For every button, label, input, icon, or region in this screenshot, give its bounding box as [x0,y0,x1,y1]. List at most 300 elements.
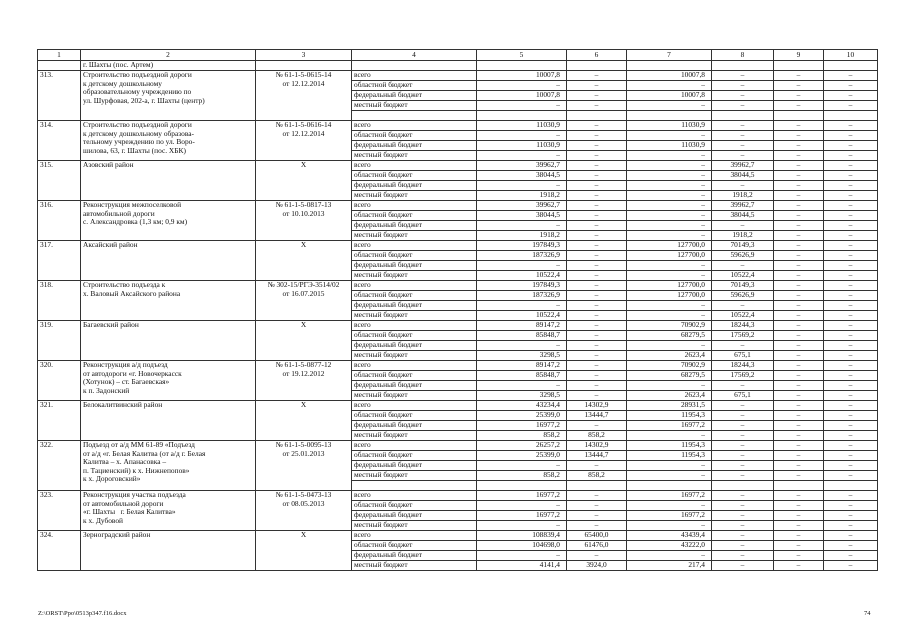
amount-cell [712,481,774,491]
amount-cell: – [712,411,774,421]
amount-cell: – [824,221,878,231]
amount-cell: – [774,101,824,111]
amount-cell: – [627,381,712,391]
amount-cell: – [567,191,627,201]
amount-cell: – [567,151,627,161]
amount-cell [824,481,878,491]
amount-cell: – [712,441,774,451]
column-number-header: 7 [627,50,712,61]
amount-cell: – [712,471,774,481]
budget-source-cell: местный бюджет [352,471,477,481]
amount-cell: 1918,2 [712,231,774,241]
amount-cell: – [824,251,878,261]
budget-source-cell: областной бюджет [352,371,477,381]
amount-cell: – [627,461,712,471]
amount-cell: – [712,491,774,501]
amount-cell: 675,1 [712,391,774,401]
amount-cell: – [774,161,824,171]
amount-cell: – [627,181,712,191]
amount-cell: – [824,181,878,191]
budget-source-cell: федеральный бюджет [352,141,477,151]
amount-cell: 13444,7 [567,451,627,461]
amount-cell: – [824,271,878,281]
amount-cell: 675,1 [712,351,774,361]
amount-cell: – [627,201,712,211]
table-row [38,281,878,291]
amount-cell: – [774,431,824,441]
column-number-header: 9 [774,50,824,61]
document-ref-cell: № 61-1-5-0615-14 от 12.12.2014 [256,71,352,121]
amount-cell: – [567,321,627,331]
budget-source-cell: местный бюджет [352,311,477,321]
amount-cell: 187326,9 [477,251,567,261]
amount-cell: – [824,71,878,81]
amount-cell: – [712,91,774,101]
amount-cell: – [567,521,627,531]
amount-cell: – [477,501,567,511]
amount-cell: 127700,0 [627,241,712,251]
amount-cell: – [567,201,627,211]
amount-cell: – [774,261,824,271]
object-name-cell: Реконструкция а/д подъезд от автодороги «г. Новочеркасск (Хотунок) – ст. Багаевская» к п. Задонский [81,361,256,401]
table-row [38,441,878,451]
amount-cell: 104698,0 [477,541,567,551]
amount-cell: – [774,441,824,451]
table-row [38,401,878,411]
amount-cell: 197849,3 [477,281,567,291]
amount-cell: – [774,551,824,561]
budget-source-cell: всего [352,321,477,331]
amount-cell: 16977,2 [477,421,567,431]
amount-cell: – [567,421,627,431]
amount-cell: – [824,491,878,501]
object-name-cell: Аксайский район [81,241,256,281]
amount-cell: 38044,5 [712,171,774,181]
amount-cell: – [774,231,824,241]
column-number-header: 2 [81,50,256,61]
amount-cell: 17569,2 [712,331,774,341]
amount-cell: – [774,171,824,181]
amount-cell: 11954,3 [627,441,712,451]
object-name-cell: Реконструкция межпоселковой автомобильной дороги с. Александровка (1,3 км; 0,9 км) [81,201,256,241]
amount-cell: 10522,4 [712,271,774,281]
amount-cell: – [824,441,878,451]
amount-cell: 70149,3 [712,241,774,251]
amount-cell: 43439,4 [627,531,712,541]
amount-cell: 68279,5 [627,331,712,341]
amount-cell: 38044,5 [712,211,774,221]
amount-cell: 39962,7 [477,161,567,171]
amount-cell: – [712,551,774,561]
row-number-cell: 320. [38,361,81,401]
amount-cell: – [774,151,824,161]
amount-cell: 10007,8 [477,91,567,101]
amount-cell: – [567,501,627,511]
amount-cell: 10007,8 [627,71,712,81]
column-number-header: 8 [712,50,774,61]
amount-cell: – [712,341,774,351]
amount-cell: – [712,181,774,191]
amount-cell: 16977,2 [477,491,567,501]
column-number-header: 1 [38,50,81,61]
document-ref-cell: Х [256,161,352,201]
amount-cell: – [567,391,627,401]
amount-cell: – [774,251,824,261]
amount-cell: – [477,381,567,391]
row-number-cell: 314. [38,121,81,161]
amount-cell: – [712,431,774,441]
amount-cell [774,481,824,491]
document-ref-cell: № 61-1-5-0473-13 от 08.05.2013 [256,491,352,531]
budget-source-cell: всего [352,161,477,171]
amount-cell: 85848,7 [477,371,567,381]
amount-cell: – [824,121,878,131]
amount-cell: – [712,121,774,131]
amount-cell: – [712,561,774,571]
budget-source-cell: областной бюджет [352,211,477,221]
document-ref-cell: № 61-1-5-0817-13 от 10.10.2013 [256,201,352,241]
amount-cell: 11030,9 [627,121,712,131]
object-name-cell: Реконструкция участка подъезда от автомобильной дороги «г. Шахты г. Белая Калитва» к х. Дубовой [81,491,256,531]
amount-cell: – [567,511,627,521]
amount-cell: – [627,151,712,161]
amount-cell: – [477,181,567,191]
amount-cell: – [567,351,627,361]
amount-cell: – [567,341,627,351]
amount-cell: – [824,151,878,161]
amount-cell: – [712,301,774,311]
row-number-cell: 313. [38,71,81,121]
amount-cell: – [712,101,774,111]
amount-cell: – [824,101,878,111]
amount-cell [627,481,712,491]
budget-source-cell: федеральный бюджет [352,91,477,101]
amount-cell: – [824,391,878,401]
amount-cell: – [567,301,627,311]
amount-cell: – [567,161,627,171]
table-row [38,201,878,211]
amount-cell: 14302,9 [567,401,627,411]
amount-cell: – [774,421,824,431]
amount-cell: – [567,181,627,191]
amount-cell: – [567,271,627,281]
amount-cell: – [712,451,774,461]
table-row [38,531,878,541]
table-row [38,491,878,501]
budget-source-cell: всего [352,71,477,81]
amount-cell: – [477,131,567,141]
amount-cell: – [774,361,824,371]
amount-cell: – [824,531,878,541]
budget-source-cell: всего [352,401,477,411]
amount-cell: – [824,91,878,101]
amount-cell: – [774,221,824,231]
budget-source-cell [352,481,477,491]
amount-cell: – [774,241,824,251]
document-ref-cell: Х [256,241,352,281]
row-number-cell: 319. [38,321,81,361]
budget-source-cell: местный бюджет [352,151,477,161]
amount-cell: 16977,2 [627,491,712,501]
amount-cell: – [567,491,627,501]
amount-cell: – [824,541,878,551]
budget-source-cell: всего [352,281,477,291]
amount-cell: – [774,381,824,391]
amount-cell: 197849,3 [477,241,567,251]
row-number-cell: 316. [38,201,81,241]
row-number-cell: 321. [38,401,81,441]
document-ref-cell: Х [256,321,352,361]
amount-cell: – [824,511,878,521]
amount-cell: 2623,4 [627,391,712,401]
budget-source-cell: федеральный бюджет [352,511,477,521]
amount-cell: – [477,221,567,231]
amount-cell: – [567,101,627,111]
amount-cell: – [627,501,712,511]
budget-source-cell: областной бюджет [352,171,477,181]
amount-cell: – [712,261,774,271]
budget-source-cell: областной бюджет [352,501,477,511]
amount-cell: – [824,361,878,371]
budget-source-cell: областной бюджет [352,131,477,141]
object-name-cell: г. Шахты (пос. Артем) [81,61,256,71]
amount-cell: – [712,71,774,81]
amount-cell: – [627,261,712,271]
amount-cell: – [712,541,774,551]
amount-cell: 217,4 [627,561,712,571]
amount-cell: 3924,0 [567,561,627,571]
amount-cell: – [774,531,824,541]
amount-cell: – [712,81,774,91]
budget-source-cell: местный бюджет [352,191,477,201]
document-ref-cell: Х [256,401,352,441]
amount-cell: – [477,301,567,311]
column-number-header: 10 [824,50,878,61]
amount-cell: – [477,81,567,91]
amount-cell: 4141,4 [477,561,567,571]
amount-cell: 127700,0 [627,281,712,291]
amount-cell: – [712,521,774,531]
amount-cell: – [774,91,824,101]
amount-cell: 858,2 [477,431,567,441]
amount-cell: – [627,521,712,531]
amount-cell: – [627,211,712,221]
document-ref-cell: № 61-1-5-0877-12 от 19.12.2012 [256,361,352,401]
amount-cell: – [627,311,712,321]
amount-cell: 65400,0 [567,531,627,541]
amount-cell: 11030,9 [477,141,567,151]
amount-cell: – [824,141,878,151]
budget-source-cell: федеральный бюджет [352,181,477,191]
amount-cell: 39962,7 [477,201,567,211]
amount-cell: 39962,7 [712,161,774,171]
amount-cell: 858,2 [567,471,627,481]
amount-cell: – [774,271,824,281]
amount-cell: 70149,3 [712,281,774,291]
amount-cell: – [824,191,878,201]
amount-cell: – [567,211,627,221]
row-number-cell: 318. [38,281,81,321]
budget-source-cell: федеральный бюджет [352,301,477,311]
amount-cell: 3298,5 [477,391,567,401]
table-row [38,161,878,171]
amount-cell: – [774,211,824,221]
amount-cell: – [627,101,712,111]
amount-cell: – [567,371,627,381]
amount-cell: – [824,371,878,381]
budget-source-cell: местный бюджет [352,391,477,401]
amount-cell: – [824,521,878,531]
amount-cell: – [627,191,712,201]
amount-cell: – [774,561,824,571]
amount-cell: – [627,271,712,281]
object-name-cell: Зерноградский район [81,531,256,571]
amount-cell: – [712,381,774,391]
row-number-cell: 317. [38,241,81,281]
row-number-cell: 315. [38,161,81,201]
object-name-cell: Азовский район [81,161,256,201]
amount-cell: 187326,9 [477,291,567,301]
amount-cell: 38044,5 [477,171,567,181]
amount-cell: 10522,4 [477,311,567,321]
amount-cell: – [774,81,824,91]
amount-cell: – [627,131,712,141]
column-number-header: 6 [567,50,627,61]
amount-cell: – [774,201,824,211]
amount-cell: 108839,4 [477,531,567,541]
amount-cell: – [477,261,567,271]
amount-cell: – [477,461,567,471]
amount-cell: – [567,241,627,251]
amount-cell: – [712,151,774,161]
amount-cell: – [774,181,824,191]
amount-cell: 10522,4 [712,311,774,321]
amount-cell: – [627,231,712,241]
amount-cell: – [824,321,878,331]
amount-cell: – [824,551,878,561]
footer-file-path: Z:\ORST\Ppo\0513p347.f16.docx [38,610,127,617]
amount-cell: 85848,7 [477,331,567,341]
amount-cell: 16977,2 [627,511,712,521]
budget-source-cell: областной бюджет [352,541,477,551]
object-name-cell: Строительство подъездной дороги к детскому дошкольному образовательному учреждению по ул. Шурфовая, 202-а, г. Шахты (центр) [81,71,256,121]
amount-cell: – [824,201,878,211]
amount-cell: – [824,131,878,141]
amount-cell: – [824,301,878,311]
amount-cell: 16977,2 [477,511,567,521]
amount-cell: – [824,561,878,571]
amount-cell: – [774,321,824,331]
budget-source-cell: областной бюджет [352,331,477,341]
amount-cell: – [824,331,878,341]
amount-cell: – [824,421,878,431]
amount-cell: – [824,231,878,241]
budget-source-cell: федеральный бюджет [352,261,477,271]
amount-cell: – [824,411,878,421]
amount-cell: – [567,331,627,341]
amount-cell: – [567,361,627,371]
amount-cell: 26257,2 [477,441,567,451]
amount-cell: – [774,351,824,361]
amount-cell: 2623,4 [627,351,712,361]
amount-cell: – [627,161,712,171]
amount-cell: – [824,161,878,171]
amount-cell: – [824,261,878,271]
amount-cell: – [567,551,627,561]
amount-cell: 89147,2 [477,321,567,331]
amount-cell: – [477,341,567,351]
budget-source-cell [352,111,477,121]
amount-cell: – [774,141,824,151]
budget-source-cell: всего [352,361,477,371]
table-row [38,71,878,81]
amount-cell: 11954,3 [627,411,712,421]
amount-cell: – [567,311,627,321]
table-row [38,121,878,131]
amount-cell: – [774,71,824,81]
amount-cell: – [774,391,824,401]
document-ref-cell: № 61-1-5-0095-13 от 25.01.2013 [256,441,352,491]
amount-cell: 11954,3 [627,451,712,461]
amount-cell: – [774,331,824,341]
amount-cell: – [824,461,878,471]
amount-cell: 70902,9 [627,361,712,371]
amount-cell: – [774,501,824,511]
amount-cell [477,481,567,491]
budget-source-cell: федеральный бюджет [352,221,477,231]
amount-cell: 68279,5 [627,371,712,381]
table-row [38,61,878,71]
budget-source-cell: федеральный бюджет [352,341,477,351]
budget-source-cell: всего [352,531,477,541]
budget-source-cell: федеральный бюджет [352,461,477,471]
amount-cell: 61476,0 [567,541,627,551]
amount-cell: – [567,461,627,471]
amount-cell: 858,2 [567,431,627,441]
amount-cell: – [567,231,627,241]
amount-cell: 10522,4 [477,271,567,281]
budget-source-cell: всего [352,201,477,211]
amount-cell: 1918,2 [477,231,567,241]
object-name-cell: Подъезд от а/д ММ 61-89 «Подъезд от а/д «г. Белая Калитва (от а/д г. Белая Калитва – х. Апанасовка – п. Тациенский) к х. Нижнепопов» к х. Дороговский» [81,441,256,491]
amount-cell: 10007,8 [627,91,712,101]
budget-source-cell: федеральный бюджет [352,381,477,391]
amount-cell: – [627,171,712,181]
amount-cell: – [774,191,824,201]
amount-cell: – [712,511,774,521]
budget-source-cell: областной бюджет [352,291,477,301]
amount-cell: – [824,281,878,291]
amount-cell: 13444,7 [567,411,627,421]
amount-cell: 127700,0 [627,291,712,301]
amount-cell: 59626,9 [712,291,774,301]
amount-cell: – [477,551,567,561]
amount-cell [477,111,567,121]
object-name-cell: Багаевский район [81,321,256,361]
amount-cell: – [627,551,712,561]
amount-cell: 16977,2 [627,421,712,431]
amount-cell: – [627,341,712,351]
amount-cell: – [824,291,878,301]
amount-cell: – [567,141,627,151]
budget-source-cell: местный бюджет [352,561,477,571]
budget-table [37,49,878,571]
amount-cell: – [567,121,627,131]
amount-cell: – [774,471,824,481]
table-header-row [38,50,878,61]
amount-cell: – [567,91,627,101]
budget-source-cell: местный бюджет [352,431,477,441]
